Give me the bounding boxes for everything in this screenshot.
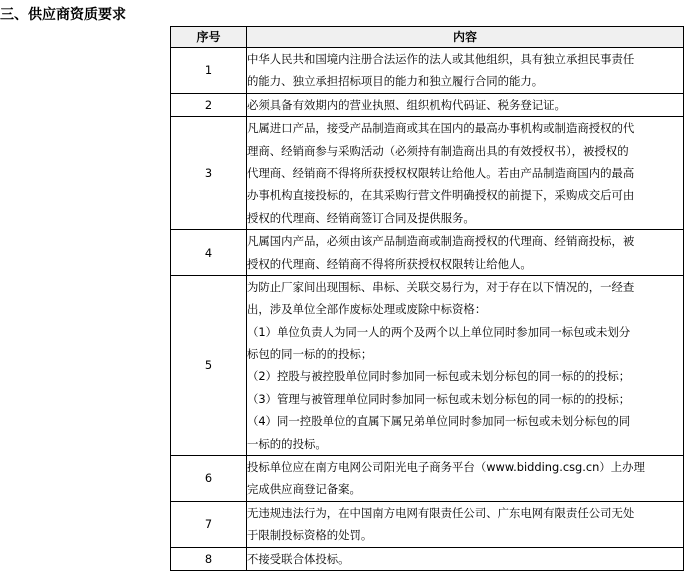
content-line: 授权的代理商、经销商不得将所获授权权限转让给他人。	[247, 256, 532, 271]
table-row	[171, 275, 684, 455]
section-title: 三、供应商资质要求	[0, 7, 126, 23]
content-line: 出，涉及单位全部作废标处理或废除中标资格：	[247, 302, 487, 317]
content-line: 的能力、独立承担招标项目的能力和独立履行合同的能力。	[247, 74, 544, 89]
row-number: 8	[171, 547, 247, 570]
content-line: 无违规违法行为，在中国南方电网有限责任公司、广东电网有限责任公司无处	[247, 505, 635, 520]
row-number: 6	[171, 456, 247, 502]
row-number: 1	[171, 48, 247, 94]
row-number: 4	[171, 230, 247, 276]
content-line: 办事机构直接投标的，在其采购行营文件明确授权的前提下，采购成交后可由	[247, 188, 635, 203]
content-line: 不接受联合体投标。	[247, 551, 350, 566]
content-line: 为防止厂家间出现围标、串标、关联交易行为，对于存在以下情况的，一经查	[247, 279, 635, 294]
requirements-table	[170, 26, 684, 571]
row-content	[247, 456, 684, 502]
row-number: 2	[171, 93, 247, 116]
header-no: 序号	[171, 27, 247, 48]
row-number: 5	[171, 275, 247, 455]
row-content	[247, 275, 684, 455]
table-row	[171, 230, 684, 276]
header-content: 内容	[247, 27, 684, 48]
content-line: 中华人民共和国境内注册合法运作的法人或其他组织，具有独立承担民事责任	[247, 52, 635, 66]
content-line: （3）管理与被管理单位同时参加同一标包或未划分标包的同一标的的投标；	[247, 391, 631, 406]
content-line: 授权的代理商、经销商签订合同及提供服务。	[247, 210, 475, 225]
row-content	[247, 230, 684, 276]
table-row	[171, 117, 684, 230]
table-row	[171, 456, 684, 502]
row-content	[247, 117, 684, 230]
table-row	[171, 93, 684, 116]
content-line: 凡属国内产品，必须由该产品制造商或制造商授权的代理商、经销商投标，被	[247, 234, 635, 249]
content-line: （2）控股与被控股单位同时参加同一标包或未划分标包的同一标的的投标；	[247, 369, 631, 384]
content-line: 完成供应商登记备案。	[247, 482, 361, 497]
content-line: 投标单位应在南方电网公司阳光电子商务平台（www.bidding.csg.cn）上办理	[247, 460, 645, 475]
content-line: （4）同一控股单位的直属下属兄弟单位同时参加同一标包或未划分标包的同	[247, 414, 631, 429]
content-line: 代理商、经销商不得将所获授权权限转让给他人。若由产品制造商国内的最高	[247, 165, 635, 180]
table-row	[171, 48, 684, 94]
row-content	[247, 93, 684, 116]
table-header-row	[171, 27, 684, 48]
table-row	[171, 547, 684, 570]
row-content	[247, 48, 684, 94]
row-number: 7	[171, 501, 247, 547]
content-line: 凡属进口产品，接受产品制造商或其在国内的最高办事机构或制造商授权的代	[247, 121, 635, 136]
row-content	[247, 501, 684, 547]
row-content	[247, 547, 684, 570]
row-number: 3	[171, 117, 247, 230]
content-line: 于限制投标资格的处罚。	[247, 528, 373, 543]
content-line: 理商、经销商参与采购活动（必须持有制造商出具的有效授权书），被授权的	[247, 143, 629, 158]
table-row	[171, 501, 684, 547]
table-body	[171, 48, 684, 571]
content-line: 标包的同一标的的投标；	[247, 347, 373, 362]
content-line: 必须具备有效期内的营业执照、组织机构代码证、税务登记证。	[247, 97, 566, 112]
content-line: 一标的的投标。	[247, 436, 327, 451]
content-line: （1）单位负责人为同一人的两个及两个以上单位同时参加同一标包或未划分	[247, 324, 631, 339]
